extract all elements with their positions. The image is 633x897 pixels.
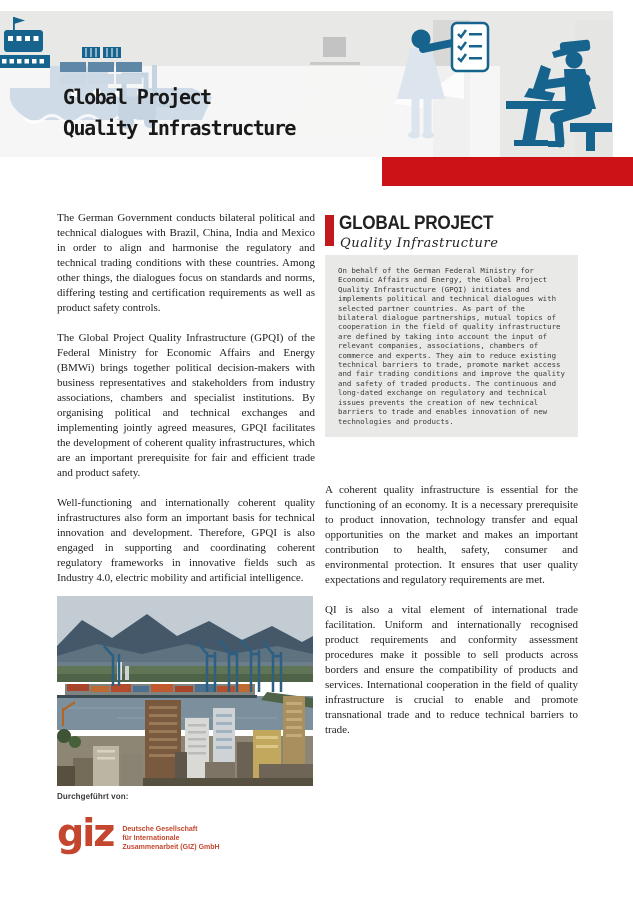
project-heading-block [325, 212, 578, 251]
giz-logo [57, 811, 220, 855]
info-box: On behalf of the German Federal Ministry for Economic Affairs and Energy, the Global Project Quality Infrastructure (GPQI) initiates and implements political and technical dialogues with selected partner countries. As part of the bilateral dialogue partnerships, mutual topics of cooperation in the field of quality infrastructure are defined by taking into account the input of relevant companies, associations, chambers of commerce and experts. They aim to reduce existing technical barriers to trade, promote market access and fair trading conditions and improve the quality and safety of traded products. The continuous and long-dated exchange on regulatory and technical issues prevents the creation of new technical barriers to trade and enables innovation of new technologies and products. [325, 255, 578, 437]
implemented-by-label: Durchgeführt von: [57, 792, 129, 801]
cargo-ship-icon [0, 17, 50, 68]
harbor-photo [57, 596, 313, 786]
giz-tagline-line1: Deutsche Gesellschaft [122, 826, 198, 833]
red-accent-bar [382, 157, 633, 186]
page-title-line1: Global Project [63, 85, 211, 109]
giz-tagline-line2: für Internationale [122, 835, 180, 842]
page-title [63, 82, 295, 144]
container-stack-icon [60, 47, 142, 84]
giz-logo-word: giz [57, 811, 114, 855]
project-subheading: Quality Infrastructure [340, 236, 499, 251]
heading-red-accent [325, 215, 334, 246]
left-paragraph-1: The German Government conducts bilateral political and technical dialogues with Brazil, China, India and Mexico in order to align and harmonise the regulatory and technical trading conditions with these countries. Among other things, the dialogues focus on standards and norms, differing testing and certification requirements as well as product safety controls. [57, 212, 315, 314]
page-title-line2: Quality Infrastructure [63, 116, 295, 140]
checklist-icon [452, 23, 488, 71]
warehouse-boxes-icon [310, 37, 360, 65]
right-column [325, 483, 578, 753]
left-paragraph-2: The Global Project Quality Infrastructure (GPQI) of the Federal Ministry for Economic Affairs and Energy (BMWi) brings together political decision-makers with business representatives and stakeholders from industry associations, chambers and specialist institutions. By organising political and technical exchanges and implementing jointly agreed measures, GPQI facilitates the development of coherent quality infrastructures, which are an important prerequisite for fair and efficient trade and product safety. [57, 332, 315, 479]
project-heading: GLOBAL PROJECT [339, 212, 494, 234]
left-column [57, 211, 315, 601]
giz-tagline-line3: Zusammenarbeit (GIZ) GmbH [122, 844, 220, 851]
container-terminal [65, 684, 255, 696]
right-paragraph-1: A coherent quality infrastructure is essential for the functioning of an economy. It is a necessary prerequisite to product innovation, technology transfer and equal opportunities on the market and makes an important contribution to health, safety, consumer and environmental protection. It ensures that user quality expectations and regulatory requirements are met. [325, 484, 578, 586]
giz-logo-tagline [122, 825, 219, 852]
left-paragraph-3: Well-functioning and internationally coherent quality infrastructures also form an important basis for technical innovation and development. Therefore, GPQI is also engaged in supporting and coordinating coherent regulatory frameworks in innovative fields such as Industry 4.0, electric mobility and artificial intelligence. [57, 497, 315, 584]
right-paragraph-2: QI is also a vital element of international trade facilitation. Uniform and internationally recognised product requirements and conformity assessment procedures make it possible to sell products across borders and ensure the compatibility of products and services. International cooperation in the field of quality infrastructure is crucial to enable and promote transnational trade and to reduce technical barriers to trade. [325, 604, 578, 736]
